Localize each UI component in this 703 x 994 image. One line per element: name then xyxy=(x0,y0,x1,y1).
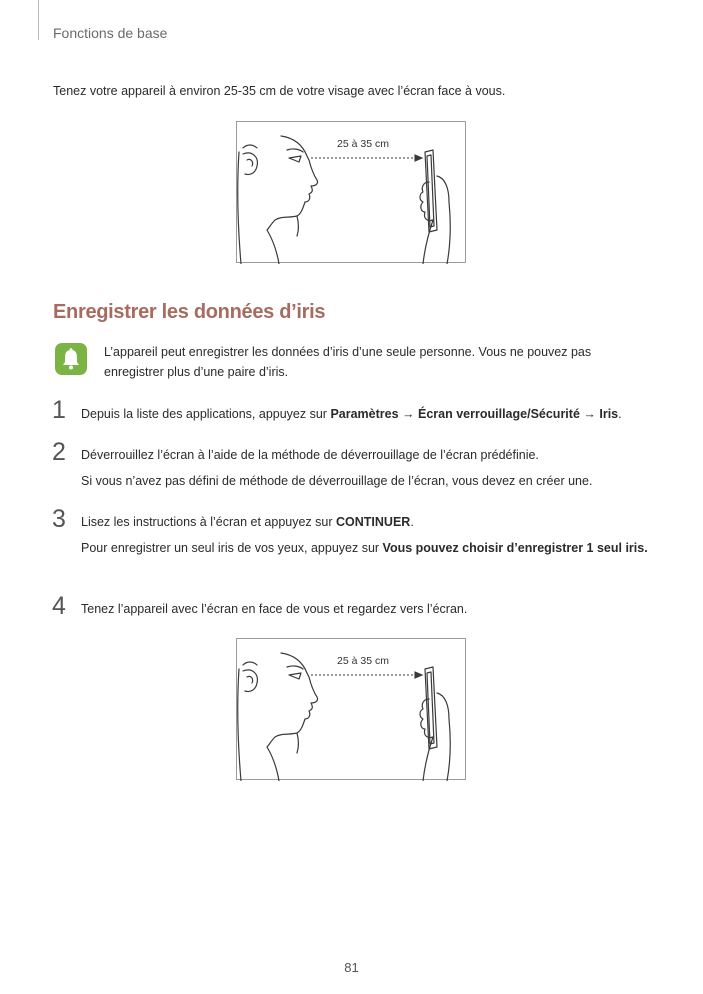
distance-label: 25 à 35 cm xyxy=(337,138,389,150)
step-text: Tenez l’appareil avec l’écran en face de vous et regardez vers l’écran. xyxy=(81,602,468,616)
distance-arrow xyxy=(311,672,422,678)
bell-icon xyxy=(55,343,87,375)
step-subtext: Si vous n’avez pas défini de méthode de déverrouillage de l’écran, vous devez en créer une. xyxy=(81,474,593,488)
step-text: Depuis la liste des applications, appuyez sur Paramètres → Écran verrouillage/Sécurité → Iris. xyxy=(81,407,622,421)
step-text: Déverrouillez l’écran à l’aide de la méthode de déverrouillage de l’écran prédéfinie. xyxy=(81,448,539,462)
section-title: Enregistrer les données d’iris xyxy=(53,301,326,323)
header-rule xyxy=(38,0,39,40)
distance-arrow xyxy=(311,155,422,161)
note-text: L’appareil peut enregistrer les données d’iris d’une seule personne. Vous ne pouvez pas enregistrer plus d’une paire d’iris. xyxy=(104,345,592,379)
step-text: Lisez les instructions à l’écran et appuyez sur CONTINUER. xyxy=(81,515,414,529)
step-number: 3 xyxy=(52,505,66,533)
step-number: 1 xyxy=(52,396,66,424)
face-distance-illustration-1 xyxy=(236,121,466,263)
step-number: 4 xyxy=(52,592,66,620)
step-subtext: Pour enregistrer un seul iris de vos yeux, appuyez sur Vous pouvez choisir d’enregistrer 1 seul iris. xyxy=(81,541,648,555)
header-section-title: Fonctions de base xyxy=(53,25,168,41)
page-number: 81 xyxy=(344,960,359,975)
face-distance-illustration-2 xyxy=(236,638,466,780)
intro-text: Tenez votre appareil à environ 25-35 cm de votre visage avec l’écran face à vous. xyxy=(53,84,506,98)
distance-label: 25 à 35 cm xyxy=(337,655,389,667)
step-number: 2 xyxy=(52,438,66,466)
